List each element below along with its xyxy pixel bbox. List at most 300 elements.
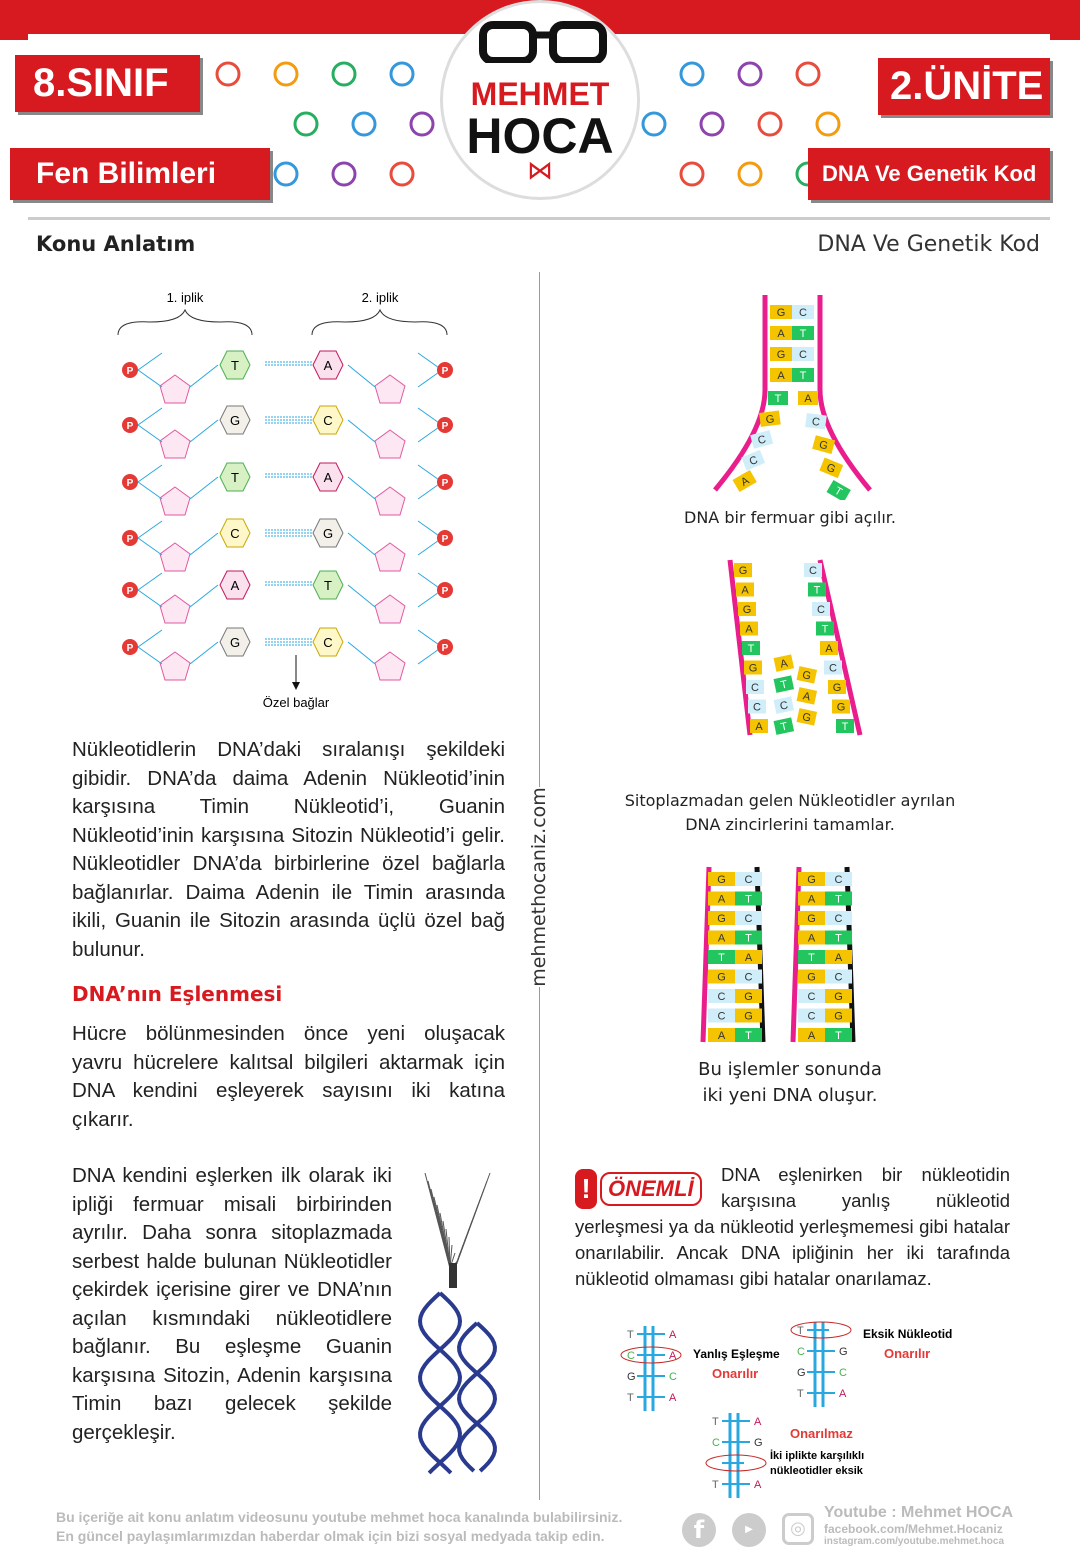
- nucleotide-A: [740, 622, 758, 636]
- svg-text:A: A: [745, 623, 753, 636]
- science-icon: [797, 63, 819, 85]
- base-label: C: [323, 635, 333, 650]
- science-icon: [295, 113, 317, 135]
- base-label: C: [627, 1350, 635, 1362]
- science-icon: [739, 63, 761, 85]
- nucleotide-A: [820, 641, 838, 655]
- subject-label: Fen Bilimleri: [10, 148, 270, 200]
- phosphate-label: P: [441, 643, 449, 654]
- svg-text:G: G: [807, 971, 816, 984]
- footer-line-2: En güncel paylaşımlarımızdan haberdar olmak için bizi sosyal medyada takip edin.: [56, 1528, 605, 1544]
- sugar-pentagon: [375, 595, 405, 623]
- svg-text:T: T: [799, 370, 807, 382]
- nucleotide-G: [797, 666, 818, 683]
- nucleotide-diagram: [100, 280, 480, 720]
- nucleotide-C: [735, 970, 762, 984]
- nucleotide-A: [797, 687, 818, 704]
- base-label: G: [322, 526, 334, 541]
- backbone-line: [190, 533, 218, 555]
- nucleotide-T: [825, 1028, 852, 1042]
- instagram-icon[interactable]: ◎: [782, 1513, 814, 1545]
- svg-text:A: A: [807, 1030, 816, 1042]
- svg-text:G: G: [744, 1010, 753, 1023]
- youtube-icon[interactable]: ▶: [732, 1513, 766, 1547]
- phosphate-label: P: [126, 366, 134, 377]
- base-label: A: [669, 1350, 677, 1362]
- repair-3-title-2: nükleotidler eksik: [770, 1465, 863, 1477]
- base-label: A: [230, 578, 240, 593]
- nucleotide-T: [816, 622, 834, 636]
- svg-text:A: A: [741, 584, 749, 597]
- svg-text:C: C: [747, 454, 760, 469]
- base-label: A: [669, 1392, 677, 1404]
- strand-1-label: 1. iplik: [166, 290, 204, 305]
- science-icon: [643, 113, 665, 135]
- svg-text:G: G: [801, 711, 813, 725]
- nucleotide-G: [735, 989, 762, 1003]
- nucleotide-C: [812, 602, 830, 616]
- backbone-line: [190, 365, 218, 387]
- base-label: T: [231, 470, 239, 485]
- zipper-caption: DNA bir fermuar gibi açılır.: [684, 508, 896, 527]
- logo-text-2: HOCA: [466, 108, 614, 164]
- base-label: G: [839, 1346, 848, 1358]
- svg-text:C: C: [778, 699, 790, 713]
- repair-3-status: Onarılmaz: [790, 1426, 853, 1441]
- base-label: T: [627, 1329, 634, 1341]
- backbone-line: [348, 533, 375, 555]
- svg-text:G: G: [717, 874, 726, 886]
- backbone-line: [348, 420, 375, 442]
- base-label: T: [627, 1392, 634, 1404]
- backbone-line: [138, 630, 162, 647]
- svg-text:C: C: [756, 433, 768, 448]
- phosphate-label: P: [441, 421, 449, 432]
- base-label: G: [229, 413, 241, 428]
- sugar-pentagon: [160, 652, 190, 680]
- svg-text:C: C: [817, 604, 825, 616]
- nucleotide-C: [798, 989, 825, 1003]
- svg-text:C: C: [834, 913, 843, 925]
- svg-text:G: G: [834, 1010, 843, 1023]
- nucleotide-C: [804, 563, 822, 577]
- svg-text:T: T: [808, 952, 815, 964]
- svg-text:A: A: [801, 690, 812, 704]
- svg-text:G: G: [834, 991, 843, 1003]
- important-badge-label: ÖNEMLİ: [600, 1172, 702, 1206]
- strand-2-brace: [312, 310, 447, 335]
- filling-caption-1: Sitoplazmadan gelen Nükleotidler ayrılan: [624, 791, 956, 810]
- nucleotide-C: [825, 872, 852, 886]
- nucleotide-A: [708, 931, 735, 945]
- nucleotide-C: [735, 872, 762, 886]
- svg-text:A: A: [807, 893, 816, 906]
- svg-text:C: C: [744, 971, 753, 984]
- svg-text:C: C: [744, 913, 753, 925]
- base-label: A: [669, 1329, 677, 1341]
- svg-text:G: G: [824, 461, 838, 476]
- svg-text:T: T: [813, 584, 821, 597]
- arrow-head: [292, 682, 300, 690]
- phosphate-label: P: [126, 478, 134, 489]
- science-icon: [275, 63, 297, 85]
- nucleotide-G: [770, 305, 792, 319]
- nucleotide-A: [708, 1028, 735, 1042]
- base-label: A: [323, 470, 333, 485]
- nucleotide-T: [827, 480, 851, 500]
- nucleotide-A: [798, 391, 818, 405]
- science-icon: [333, 63, 355, 85]
- zipper-pull: [449, 1263, 457, 1288]
- special-bonds-label: Özel bağlar: [262, 695, 330, 710]
- base-label: A: [323, 358, 333, 373]
- backbone-line: [138, 647, 162, 664]
- backbone-line: [138, 370, 162, 387]
- filling-figure: [720, 555, 880, 790]
- svg-text:C: C: [811, 415, 821, 429]
- nucleotide-C: [824, 661, 842, 675]
- phosphate-label: P: [126, 421, 134, 432]
- svg-text:A: A: [777, 370, 785, 382]
- paragraph-nucleotides: Nükleotidlerin DNA’daki sıralanışı şekildeki gibidir. DNA’da daima Adenin Nükleotid’inin karşısına Timin Nükleotid’i, Guanin Nükleotid’inin karşısına Sitozin Nükleotid’i gelir. Nükleotidler DNA’da birbirlerine özel bağlarla bağlanırlar. Daima Adenin ile Timin arasında ikili, Guanin ile Sitozin arasında üçlü özel bağ bulunur.: [72, 738, 505, 961]
- svg-text:C: C: [717, 1010, 726, 1023]
- unit-label: 2.ÜNİTE: [878, 58, 1050, 115]
- base-label: C: [323, 413, 333, 428]
- base-label: T: [712, 1416, 719, 1428]
- facebook-handle[interactable]: facebook.com/Mehmet.Hocaniz: [824, 1522, 1003, 1536]
- dna-zipper-helix-image: [405, 1168, 505, 1480]
- svg-text:T: T: [779, 720, 789, 734]
- svg-text:T: T: [835, 1030, 842, 1042]
- nucleotide-A: [825, 950, 852, 964]
- base-label: C: [839, 1367, 847, 1379]
- grade-label: 8.SINIF: [15, 55, 200, 112]
- base-label: A: [754, 1416, 762, 1428]
- nucleotide-G: [708, 872, 735, 886]
- backbone-line: [138, 425, 162, 442]
- result-caption-2: iki yeni DNA oluşur.: [702, 1085, 878, 1106]
- svg-text:G: G: [742, 604, 752, 616]
- nucleotide-T: [708, 950, 735, 964]
- paragraph-replication-process: DNA kendini eşlerken ilk olarak iki ipliği fermuar misali birbirinden ayrılır. Daha sonra sitoplazmada serbest halde bulunan Nükleotidler çekirdek içerisine girer ve DNA’nın açılan kısmındaki nükleotidlere bağlanır. Bu eşleşme Guanin karşısına Sitozin, Adenin karşısına Timin bazı gelecek şekilde gerçekleşir.: [72, 1164, 392, 1444]
- nucleotide-T: [742, 641, 760, 655]
- section-topic: DNA Ve Genetik Kod: [817, 232, 1040, 257]
- base-label: T: [797, 1388, 804, 1400]
- nucleotide-G: [819, 458, 843, 479]
- nucleotide-C: [825, 970, 852, 984]
- base-label: T: [712, 1479, 719, 1491]
- backbone-line: [348, 365, 375, 387]
- sugar-pentagon: [160, 543, 190, 571]
- bowtie-icon: ⋈: [527, 156, 553, 186]
- nucleotide-A: [750, 719, 768, 733]
- nucleotide-G: [708, 970, 735, 984]
- svg-text:C: C: [717, 991, 726, 1003]
- svg-text:C: C: [807, 1010, 816, 1023]
- svg-text:A: A: [755, 721, 763, 733]
- nucleotide-T: [792, 368, 814, 382]
- science-icon: [275, 163, 297, 185]
- svg-text:A: A: [717, 932, 726, 945]
- instagram-handle[interactable]: instagram.com/youtube.mehmet.hoca: [824, 1536, 1005, 1547]
- svg-text:C: C: [834, 971, 843, 984]
- backbone-line: [138, 573, 162, 590]
- backbone-line: [190, 477, 218, 499]
- phosphate-label: P: [441, 478, 449, 489]
- unit-title-label: DNA Ve Genetik Kod: [808, 148, 1050, 200]
- nucleotide-T: [792, 326, 814, 340]
- base-label: C: [712, 1437, 720, 1449]
- nucleotide-C: [774, 696, 795, 713]
- phosphate-label: P: [441, 366, 449, 377]
- logo-text-1: MEHMET: [470, 76, 610, 112]
- nucleotide-A: [798, 1028, 825, 1042]
- base-label: G: [754, 1437, 763, 1449]
- svg-text:A: A: [777, 328, 785, 340]
- science-icon: [391, 163, 413, 185]
- svg-text:G: G: [748, 662, 758, 675]
- strand-1-brace: [118, 310, 252, 335]
- nucleotide-A: [733, 470, 757, 492]
- exclamation-icon: !: [575, 1169, 597, 1209]
- social-icons: [682, 1513, 814, 1547]
- svg-text:A: A: [807, 932, 816, 945]
- base-label: A: [754, 1479, 762, 1491]
- svg-text:T: T: [835, 932, 842, 945]
- nucleotide-G: [825, 1009, 852, 1023]
- science-icon: [701, 113, 723, 135]
- repair-diagrams: [600, 1318, 1020, 1503]
- nucleotide-T: [808, 583, 826, 597]
- science-icon: [817, 113, 839, 135]
- nucleotide-G: [708, 911, 735, 925]
- nucleotide-C: [735, 911, 762, 925]
- svg-text:C: C: [809, 565, 817, 577]
- svg-text:T: T: [835, 893, 842, 906]
- base-label: A: [839, 1388, 847, 1400]
- website-watermark: mehmethocaniz.com: [528, 787, 550, 987]
- backbone-line: [138, 482, 162, 499]
- logo: [440, 0, 640, 200]
- science-icon: [681, 63, 703, 85]
- base-label: G: [627, 1371, 636, 1383]
- nucleotide-G: [770, 347, 792, 361]
- base-label: T: [324, 578, 332, 593]
- phosphate-label: P: [441, 586, 449, 597]
- nucleotide-A: [798, 892, 825, 906]
- nucleotide-G: [825, 989, 852, 1003]
- base-label: G: [229, 635, 241, 650]
- nucleotide-T: [774, 675, 795, 692]
- nucleotide-G: [798, 911, 825, 925]
- heading-replication: DNA’nın Eşlenmesi: [72, 982, 283, 1006]
- svg-text:A: A: [744, 952, 753, 964]
- sugar-pentagon: [375, 652, 405, 680]
- science-icon: [759, 113, 781, 135]
- backbone-line: [138, 538, 162, 555]
- svg-text:G: G: [817, 438, 830, 453]
- nucleotide-A: [708, 892, 735, 906]
- nucleotide-C: [708, 989, 735, 1003]
- backbone-line: [138, 353, 162, 370]
- svg-text:G: G: [807, 913, 816, 925]
- filling-caption-2: DNA zincirlerini tamamlar.: [685, 815, 895, 834]
- svg-text:G: G: [776, 349, 786, 361]
- svg-text:T: T: [718, 952, 725, 964]
- nucleotide-T: [774, 717, 795, 734]
- svg-text:T: T: [745, 893, 752, 906]
- science-icon: [353, 113, 375, 135]
- sugar-pentagon: [160, 430, 190, 458]
- glasses-icon: [443, 3, 643, 63]
- sugar-pentagon: [160, 375, 190, 403]
- backbone-line: [190, 585, 218, 607]
- nucleotide-C: [748, 700, 766, 714]
- svg-text:G: G: [801, 669, 813, 683]
- nucleotide-A: [798, 931, 825, 945]
- nucleotide-G: [759, 410, 781, 426]
- svg-text:T: T: [745, 1030, 752, 1042]
- svg-text:A: A: [779, 657, 789, 671]
- svg-text:G: G: [836, 701, 846, 714]
- svg-text:C: C: [834, 874, 843, 886]
- backbone-line: [138, 521, 162, 538]
- result-figure: [695, 862, 885, 1047]
- footer-line-1: Bu içeriğe ait konu anlatım videosunu youtube mehmet hoca kanalında bulabilirsiniz.: [56, 1509, 623, 1525]
- helix-strand: [459, 1323, 495, 1471]
- nucleotide-G: [798, 872, 825, 886]
- svg-text:T: T: [821, 623, 829, 636]
- nucleotide-T: [735, 1028, 762, 1042]
- backbone-line: [348, 642, 375, 664]
- backbone-line: [190, 420, 218, 442]
- science-icon: [681, 163, 703, 185]
- repair-2-title: Eksik Nükleotid: [863, 1327, 953, 1341]
- nucleotide-G: [735, 1009, 762, 1023]
- sugar-pentagon: [375, 543, 405, 571]
- svg-text:C: C: [799, 307, 807, 319]
- nucleotide-C: [825, 911, 852, 925]
- svg-text:T: T: [779, 678, 789, 692]
- nucleotide-C: [708, 1009, 735, 1023]
- footer-info: [56, 1508, 622, 1546]
- nucleotide-G: [734, 563, 752, 577]
- nucleotide-C: [805, 413, 827, 429]
- svg-text:G: G: [744, 991, 753, 1003]
- nucleotide-G: [797, 708, 818, 725]
- backbone-line: [138, 465, 162, 482]
- nucleotide-T: [735, 892, 762, 906]
- svg-text:A: A: [717, 1030, 726, 1042]
- repair-1-title: Yanlış Eşleşme: [693, 1347, 780, 1361]
- svg-text:A: A: [804, 393, 812, 405]
- backbone-line: [348, 477, 375, 499]
- important-badge: [575, 1164, 715, 1214]
- facebook-icon[interactable]: f: [682, 1513, 716, 1547]
- nucleotide-A: [770, 368, 792, 382]
- svg-text:G: G: [717, 971, 726, 984]
- phosphate-label: P: [126, 586, 134, 597]
- svg-text:C: C: [751, 682, 759, 694]
- phosphate-label: P: [126, 534, 134, 545]
- svg-text:C: C: [799, 349, 807, 361]
- important-note: [575, 1162, 1010, 1292]
- nucleotide-G: [832, 700, 850, 714]
- paragraph-replication: Hücre bölünmesinden önce yeni oluşacak yavru hücrelere kalıtsal bilgileri aktarmak için DNA kendini eşleyerek sayısını iki katına çıkarır.: [72, 1022, 505, 1131]
- nucleotide-A: [774, 654, 795, 671]
- nucleotide-C: [792, 305, 814, 319]
- svg-text:T: T: [799, 328, 807, 340]
- strand-2-label: 2. iplik: [361, 290, 399, 305]
- zipper-figure: [690, 290, 890, 500]
- sugar-pentagon: [375, 487, 405, 515]
- nucleotide-T: [735, 931, 762, 945]
- science-icon: [391, 63, 413, 85]
- repair-3-title-1: İki iplikte karşılıklı: [770, 1450, 865, 1462]
- base-label: C: [230, 526, 240, 541]
- svg-text:A: A: [834, 952, 843, 964]
- section-title: Konu Anlatım: [36, 232, 196, 256]
- nucleotide-G: [828, 680, 846, 694]
- nucleotide-A: [736, 583, 754, 597]
- svg-text:T: T: [745, 932, 752, 945]
- repair-2-status: Onarılır: [884, 1346, 931, 1361]
- backbone-line: [138, 590, 162, 607]
- helix-strand: [459, 1323, 495, 1471]
- svg-text:G: G: [807, 874, 816, 886]
- svg-text:A: A: [825, 643, 833, 655]
- nucleotide-T: [768, 391, 788, 405]
- backbone-line: [138, 408, 162, 425]
- repair-1-status: Onarılır: [712, 1366, 759, 1381]
- nucleotide-C: [746, 680, 764, 694]
- footer-social: [824, 1504, 1013, 1547]
- backbone-line: [190, 642, 218, 664]
- nucleotide-G: [798, 970, 825, 984]
- base-label: C: [669, 1371, 677, 1383]
- svg-text:A: A: [738, 474, 752, 489]
- science-icon: [217, 63, 239, 85]
- svg-text:T: T: [832, 484, 845, 499]
- sugar-pentagon: [375, 430, 405, 458]
- youtube-handle[interactable]: Youtube : Mehmet HOCA: [824, 1504, 1014, 1521]
- svg-text:T: T: [774, 393, 782, 405]
- backbone-line: [348, 585, 375, 607]
- nucleotide-T: [798, 950, 825, 964]
- base-label: T: [231, 358, 239, 373]
- svg-text:G: G: [717, 913, 726, 925]
- svg-text:C: C: [807, 991, 816, 1003]
- nucleotide-G: [738, 602, 756, 616]
- base-label: C: [797, 1346, 805, 1358]
- nucleotide-T: [836, 719, 854, 733]
- base-label: G: [797, 1367, 806, 1379]
- svg-text:C: C: [744, 874, 753, 886]
- phosphate-label: P: [126, 643, 134, 654]
- svg-text:T: T: [747, 643, 755, 655]
- nucleotide-G: [744, 661, 762, 675]
- svg-text:C: C: [753, 701, 761, 714]
- svg-text:C: C: [829, 662, 837, 675]
- nucleotide-T: [825, 931, 852, 945]
- svg-text:G: G: [832, 682, 842, 694]
- phosphate-label: P: [441, 534, 449, 545]
- sugar-pentagon: [160, 595, 190, 623]
- nucleotide-A: [770, 326, 792, 340]
- important-text: DNA eşlenirken bir nükleotidin karşısına yanlış nükleotid yerleşmesi ya da nükleotid yerleşmemesi gibi hatalar onarılabilir. Ancak DNA ipliğinin her iki tarafında nükleotid olmaması gibi hatalar onarılamaz.: [575, 1164, 1010, 1289]
- svg-text:G: G: [738, 565, 748, 577]
- science-icon: [739, 163, 761, 185]
